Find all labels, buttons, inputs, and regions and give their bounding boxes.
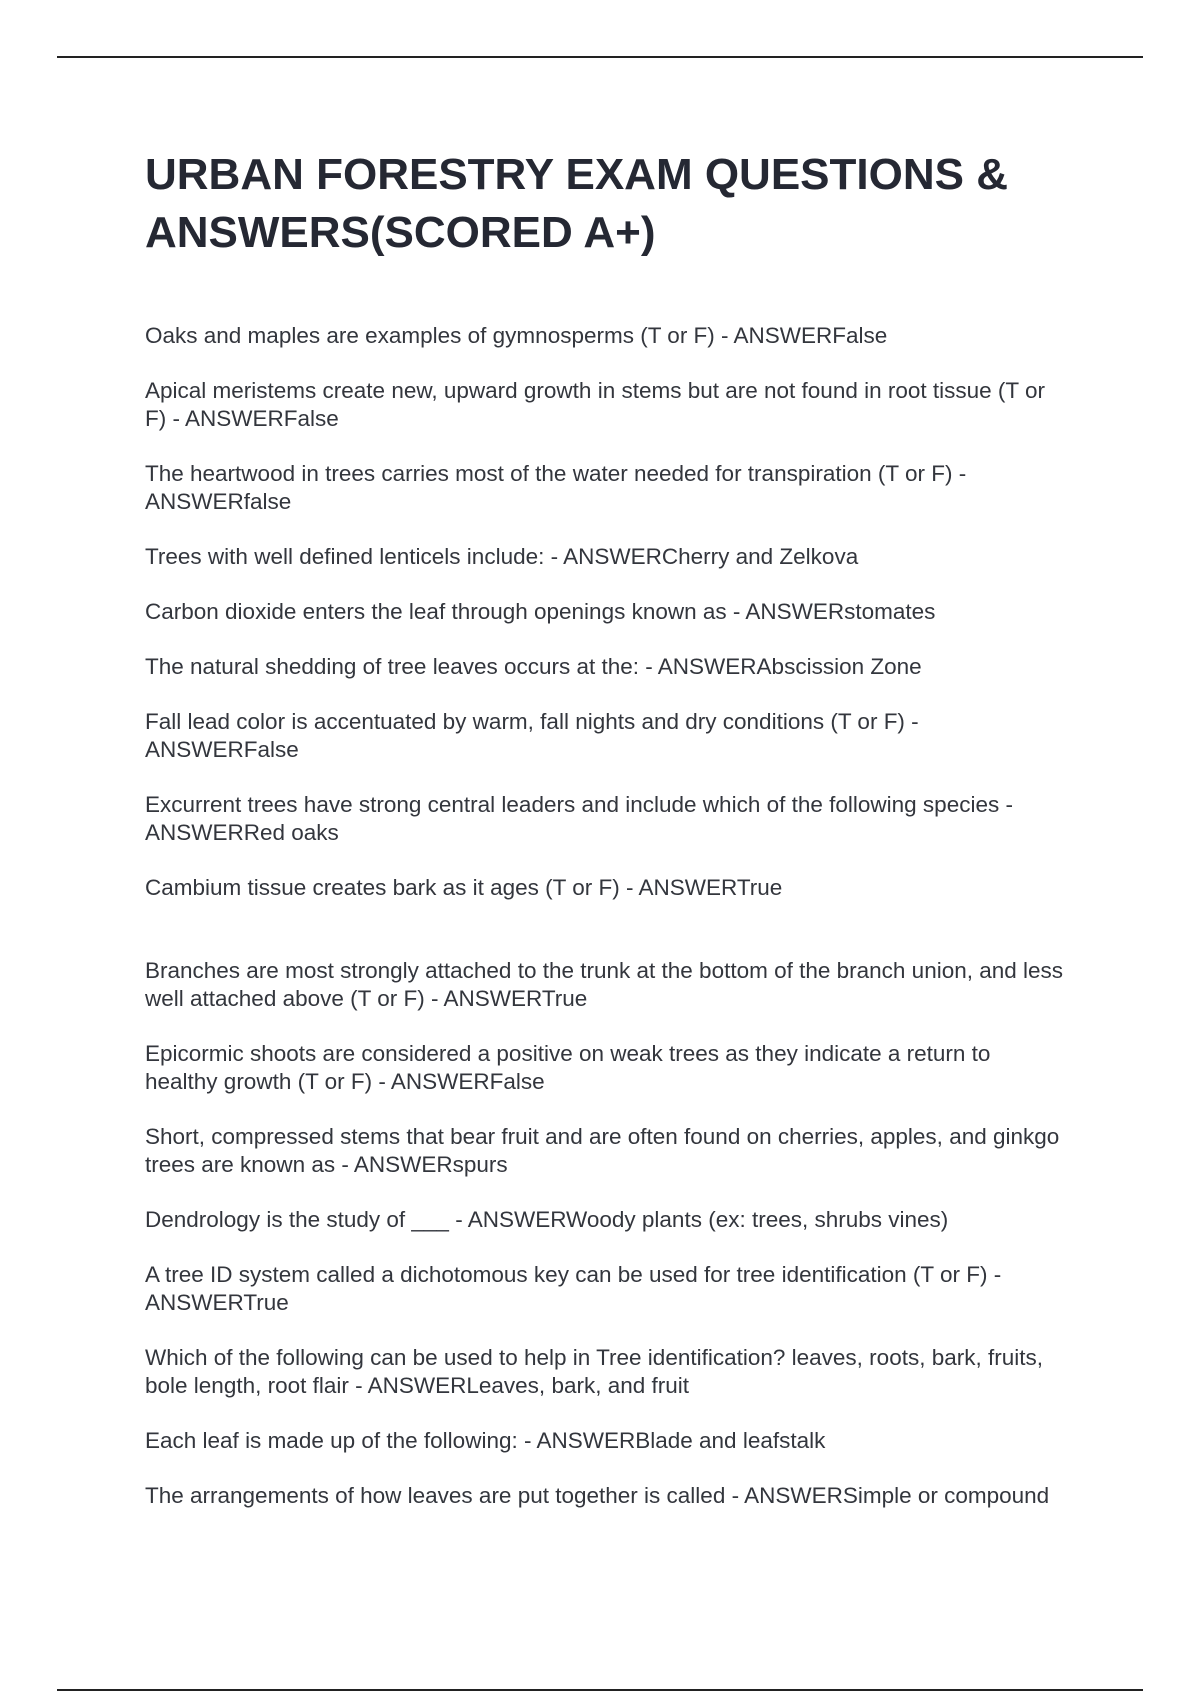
page-title: URBAN FORESTRY EXAM QUESTIONS & ANSWERS(SCORED A+) [145, 150, 1008, 257]
qa-item: Each leaf is made up of the following: - ANSWERBlade and leafstalk [145, 1428, 826, 1453]
bottom-rule [57, 1689, 1143, 1691]
qa-item: The arrangements of how leaves are put together is called - ANSWERSimple or compound [145, 1483, 1050, 1508]
qa-item: The heartwood in trees carries most of the water needed for transpiration (T or F) - ANSWERfalse [145, 461, 967, 514]
qa-item: Apical meristems create new, upward growth in stems but are not found in root tissue (T or F) - ANSWERFalse [145, 378, 1045, 431]
qa-item: Epicormic shoots are considered a positive on weak trees as they indicate a return to healthy growth (T or F) - ANSWERFalse [145, 1041, 991, 1094]
qa-item: Excurrent trees have strong central leaders and include which of the following species - ANSWERRed oaks [145, 792, 1013, 845]
qa-item: Carbon dioxide enters the leaf through openings known as - ANSWERstomates [145, 599, 936, 624]
qa-item: Trees with well defined lenticels include: - ANSWERCherry and Zelkova [145, 544, 859, 569]
qa-item: A tree ID system called a dichotomous key can be used for tree identification (T or F) - ANSWERTrue [145, 1262, 1002, 1315]
qa-item: The natural shedding of tree leaves occurs at the: - ANSWERAbscission Zone [145, 654, 922, 679]
top-rule [57, 56, 1143, 58]
qa-item: Dendrology is the study of ___ - ANSWERWoody plants (ex: trees, shrubs vines) [145, 1207, 949, 1232]
qa-item: Oaks and maples are examples of gymnosperms (T or F) - ANSWERFalse [145, 323, 888, 348]
qa-item: Which of the following can be used to help in Tree identification? leaves, roots, bark, fruits, bole length, root flair - ANSWERLeaves, bark, and fruit [145, 1345, 1043, 1398]
qa-item: Fall lead color is accentuated by warm, fall nights and dry conditions (T or F) - ANSWERFalse [145, 709, 919, 762]
qa-item: Branches are most strongly attached to the trunk at the bottom of the branch union, and less well attached above (T or F) - ANSWERTrue [145, 958, 1064, 1011]
page-content [145, 146, 1065, 1537]
qa-item: Cambium tissue creates bark as it ages (T or F) - ANSWERTrue [145, 875, 783, 900]
qa-item: Short, compressed stems that bear fruit and are often found on cherries, apples, and ginkgo trees are known as - ANSWERspurs [145, 1124, 1060, 1177]
